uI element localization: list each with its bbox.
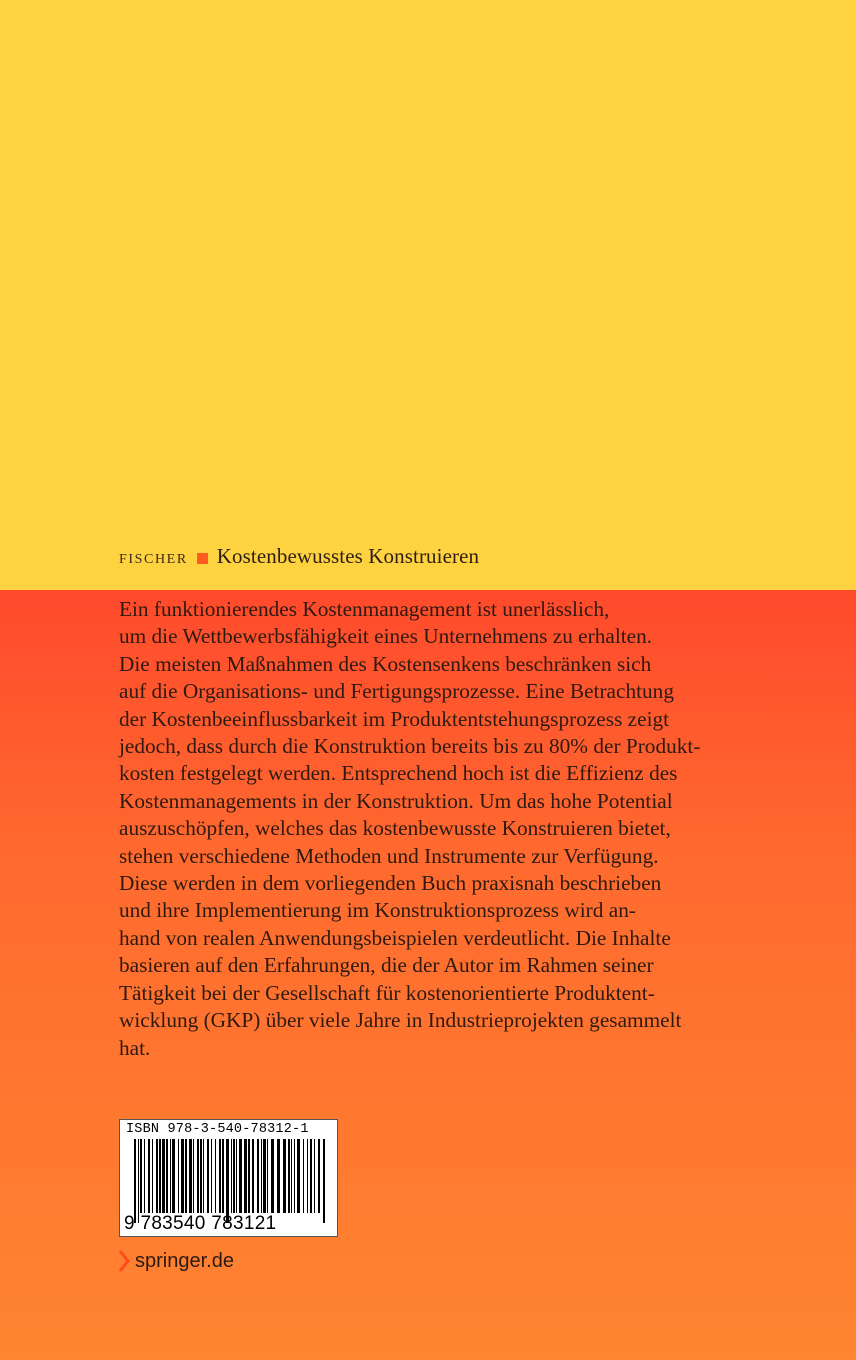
chevron-right-icon: [119, 1250, 130, 1272]
barcode-bar: [219, 1139, 221, 1213]
barcode-bar: [244, 1139, 247, 1213]
barcode-bar: [303, 1139, 304, 1213]
barcode-bar: [222, 1139, 224, 1213]
barcode-bar: [291, 1139, 292, 1213]
barcode-bar: [226, 1139, 229, 1223]
barcode-bar: [178, 1139, 179, 1213]
square-marker-icon: [197, 553, 208, 564]
barcode-bar: [159, 1139, 161, 1213]
barcode-bar: [172, 1139, 175, 1213]
barcode-bar: [307, 1139, 308, 1213]
barcode-bar: [271, 1139, 274, 1213]
barcode-bar: [261, 1139, 262, 1213]
barcode-bar: [233, 1139, 235, 1213]
publisher-link[interactable]: [119, 1246, 234, 1276]
barcode-bar: [323, 1139, 325, 1223]
barcode-bar: [138, 1139, 139, 1223]
blurb-line: basieren auf den Erfahrungen, die der Autor im Rahmen seiner: [119, 953, 654, 978]
barcode-bar: [181, 1139, 184, 1213]
barcode-bar: [197, 1139, 199, 1213]
barcode-bar: [297, 1139, 300, 1213]
barcode-bar: [152, 1139, 153, 1213]
barcode-bar: [277, 1139, 280, 1213]
blurb-line: und ihre Implementierung im Konstruktionsprozess wird an-: [119, 898, 636, 923]
barcode-bar: [193, 1139, 194, 1213]
blurb-line: jedoch, dass durch die Konstruktion bereits bis zu 80% der Produkt-: [119, 734, 701, 759]
barcode-bar: [263, 1139, 266, 1213]
blurb-line: hat.: [119, 1035, 151, 1060]
blurb-line: wicklung (GKP) über viele Jahre in Industrieprojekten gesammelt: [119, 1008, 682, 1033]
barcode-bar: [189, 1139, 192, 1213]
barcode-bar: [239, 1139, 242, 1213]
barcode-bar: [288, 1139, 290, 1213]
barcode-bar: [318, 1139, 320, 1213]
barcode-bar: [156, 1139, 158, 1213]
author-name: FISCHER: [119, 552, 188, 567]
blurb-line: der Kostenbeeinflussbarkeit im Produktentstehungsprozess zeigt: [119, 706, 670, 731]
barcode-bar: [170, 1139, 171, 1213]
title-line: [119, 544, 479, 574]
barcode-bar: [140, 1139, 142, 1213]
barcode-bar: [162, 1139, 165, 1213]
blurb-line: Tätigkeit bei der Gesellschaft für kostenorientierte Produktent-: [119, 980, 655, 1005]
cover-top-panel: [0, 0, 856, 590]
publisher-url: springer.de: [135, 1249, 234, 1272]
blurb-text: [119, 596, 779, 1062]
blurb-line: auszuschöpfen, welches das kostenbewusste Konstruieren bietet,: [119, 816, 671, 841]
barcode-bar: [215, 1139, 216, 1213]
book-title: Kostenbewusstes Konstruieren: [216, 544, 480, 568]
barcode-bar: [231, 1139, 232, 1213]
barcode-bar: [200, 1139, 202, 1213]
barcode-bar: [267, 1139, 268, 1213]
barcode-bar: [257, 1139, 259, 1213]
barcode-bar: [134, 1139, 136, 1223]
barcode-bar: [310, 1139, 312, 1213]
barcode-bar: [144, 1139, 145, 1213]
barcode-bar: [166, 1139, 168, 1213]
blurb-line: hand von realen Anwendungsbeispielen verdeutlicht. Die Inhalte: [119, 925, 671, 950]
isbn-label: ISBN 978-3-540-78312-1: [126, 1122, 309, 1137]
barcode-bar: [148, 1139, 150, 1213]
barcode-bar: [236, 1139, 237, 1213]
barcode-bar: [248, 1139, 250, 1213]
blurb-line: um die Wettbewerbsfähigkeit eines Unternehmens zu erhalten.: [119, 624, 653, 649]
barcode-bar: [211, 1139, 212, 1213]
blurb-line: Diese werden in dem vorliegenden Buch praxisnah beschrieben: [119, 871, 662, 896]
barcode-bar: [207, 1139, 209, 1213]
blurb-line: kosten festgelegt werden. Entsprechend hoch ist die Effizienz des: [119, 761, 678, 786]
barcode-bar: [185, 1139, 187, 1213]
blurb-line: auf die Organisations- und Fertigungsprozesse. Eine Betrachtung: [119, 679, 674, 704]
barcode-bar: [314, 1139, 315, 1213]
blurb-line: stehen verschiedene Methoden und Instrumente zur Verfügung.: [119, 843, 659, 868]
barcode-bar: [294, 1139, 295, 1213]
barcode-digits: 9 783540 783121: [124, 1213, 277, 1234]
barcode-bar: [203, 1139, 204, 1213]
barcode-bar: [252, 1139, 254, 1213]
blurb-line: Ein funktionierendes Kostenmanagement ist unerlässlich,: [119, 597, 610, 621]
isbn-barcode: [119, 1119, 338, 1237]
blurb-line: Die meisten Maßnahmen des Kostensenkens beschränken sich: [119, 651, 652, 676]
barcode-bar: [283, 1139, 286, 1213]
blurb-line: Kostenmanagements in der Konstruktion. Um das hohe Potential: [119, 788, 673, 813]
